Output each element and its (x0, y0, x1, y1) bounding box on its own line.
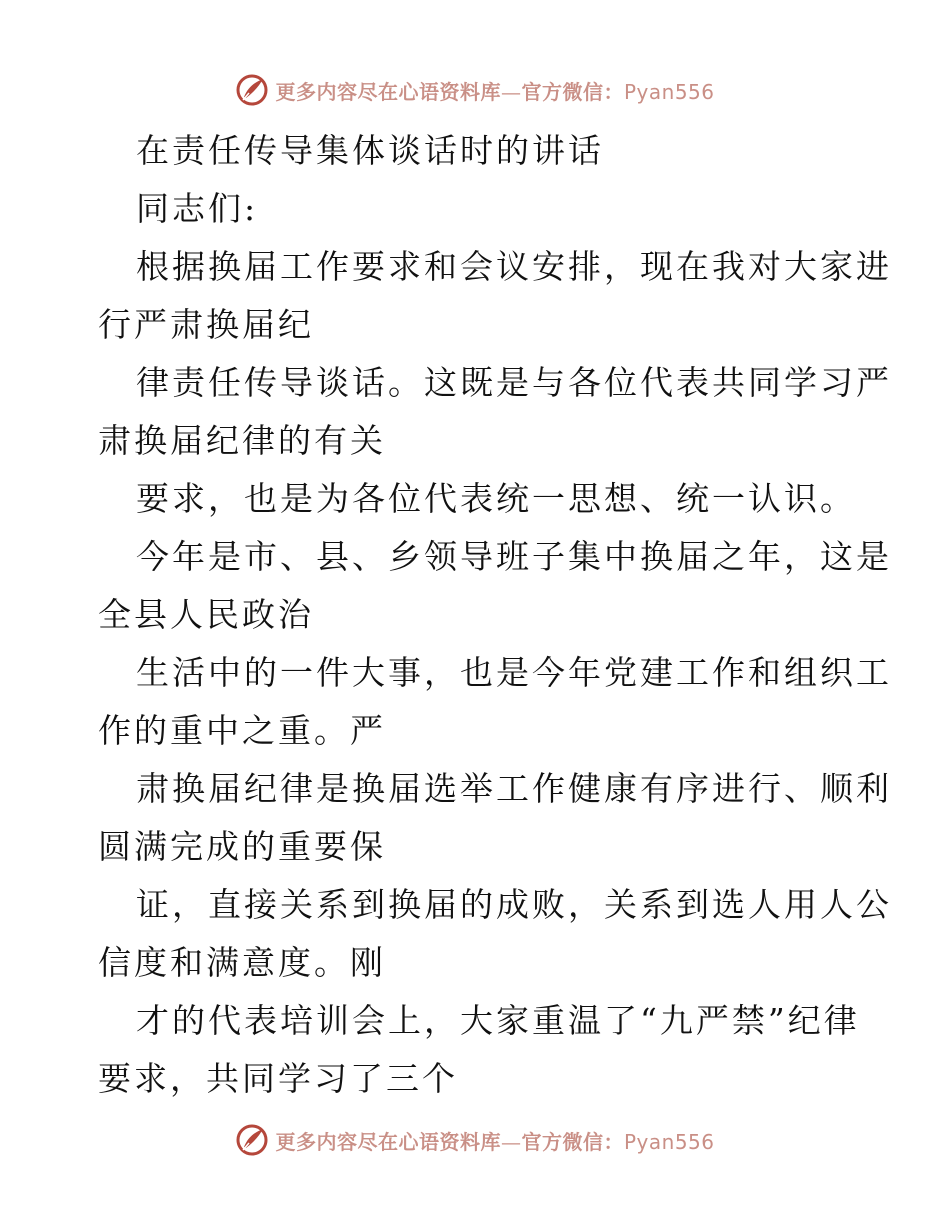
document-line: 律责任传导谈话。这既是与各位代表共同学习严 (136, 363, 892, 402)
document-line: 要求，也是为各位代表统一思想、统一认识。 (136, 479, 856, 518)
watermark-brand: 更多内容尽在心语资料库 (275, 1129, 501, 1154)
document-line: 肃换届纪律是换届选举工作健康有序进行、顺利 (136, 769, 892, 808)
watermark-label: 官方微信： (521, 1129, 624, 1154)
watermark-separator: — (500, 79, 522, 104)
document-line: 才的代表培训会上，大家重温了“九严禁”纪律 (136, 1001, 860, 1040)
document-line: 证，直接关系到换届的成败，关系到选人用人公 (136, 885, 892, 924)
document-line: 同志们: (136, 189, 259, 228)
watermark-wechat-id: Pyan556 (623, 79, 715, 104)
document-line: 作的重中之重。严 (98, 711, 386, 750)
footer-watermark (0, 1120, 950, 1160)
document-line: 根据换届工作要求和会议安排，现在我对大家进 (136, 247, 892, 286)
document-line: 生活中的一件大事，也是今年党建工作和组织工 (136, 653, 892, 692)
feather-pen-logo-icon (235, 73, 269, 107)
watermark-label: 官方微信： (521, 79, 624, 104)
document-line: 在责任传导集体谈话时的讲话 (136, 131, 604, 170)
watermark-separator: — (500, 1129, 522, 1154)
document-line: 信度和满意度。刚 (98, 943, 386, 982)
watermark-text (275, 76, 714, 105)
watermark-brand: 更多内容尽在心语资料库 (275, 79, 501, 104)
document-line: 肃换届纪律的有关 (98, 421, 386, 460)
watermark-text (275, 1126, 714, 1155)
document-line: 全县人民政治 (98, 595, 314, 634)
document-line: 今年是市、县、乡领导班子集中换届之年，这是 (136, 537, 892, 576)
watermark-wechat-id: Pyan556 (623, 1129, 715, 1154)
header-watermark (0, 70, 950, 110)
feather-pen-logo-icon (235, 1123, 269, 1157)
document-line: 圆满完成的重要保 (98, 827, 386, 866)
document-line: 行严肃换届纪 (98, 305, 314, 344)
document-line: 要求，共同学习了三个 (98, 1059, 458, 1098)
document-body (98, 122, 892, 1108)
